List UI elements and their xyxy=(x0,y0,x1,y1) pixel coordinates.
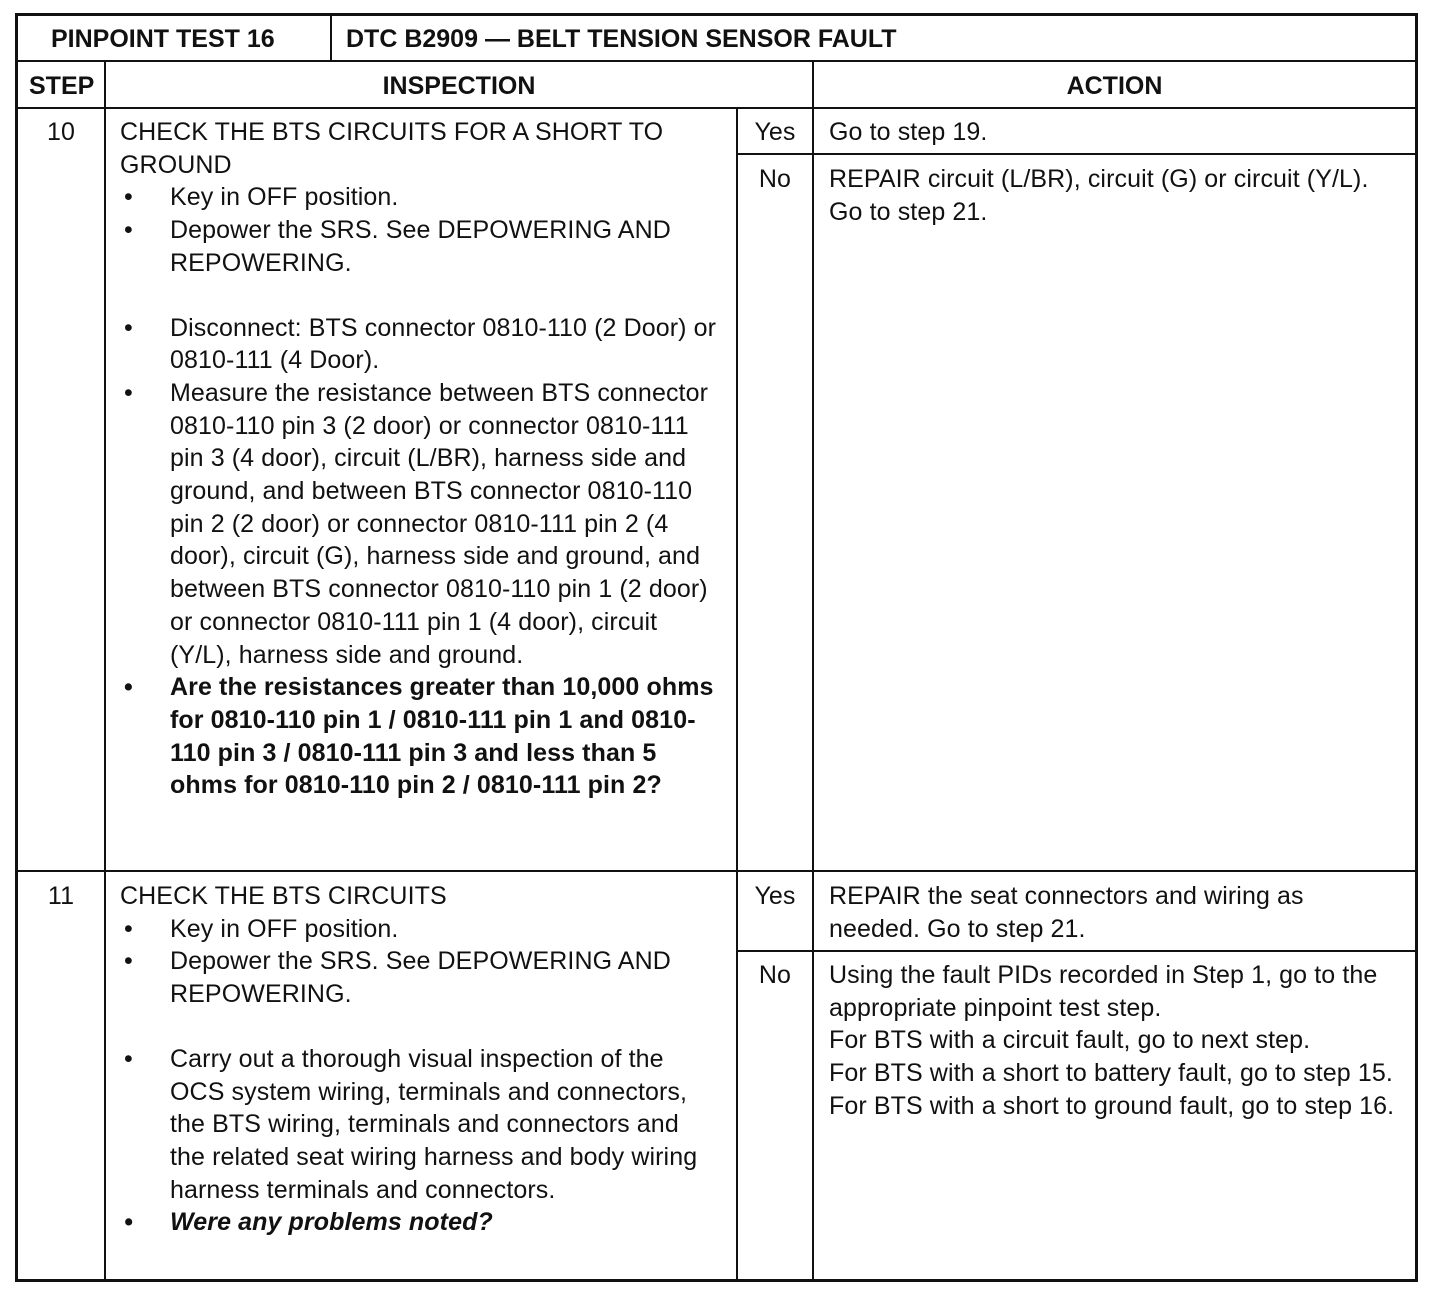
rule-below-title xyxy=(15,60,1418,62)
column-header-step: STEP xyxy=(29,72,95,100)
no-action: REPAIR circuit (L/BR), circuit (G) or circuit (Y/L). Go to step 21. xyxy=(829,165,1369,226)
no-action-line: For BTS with a short to ground fault, go to step 16. xyxy=(829,1091,1395,1120)
bullet-icon: • xyxy=(124,313,133,342)
rule-step-column xyxy=(104,60,106,1280)
column-header-inspection: INSPECTION xyxy=(382,72,536,100)
bullet-icon: • xyxy=(124,673,133,702)
inspection-list xyxy=(120,181,720,802)
rule-yes-no-column xyxy=(736,108,738,1280)
list-item-question: • Are the resistances greater than 10,000 ohms for 0810-110 pin 1 / 0810-111 pin 1 and 0810-110 pin 3 / 0810-111 pin 3 and less than 5 ohms for 0810-110 pin 2 / 0810-111 pin 2? xyxy=(124,673,714,800)
inspection-step-10 xyxy=(120,116,720,802)
list-item: • Key in OFF position. xyxy=(120,181,720,214)
list-item: • Measure the resistance between BTS connector 0810-110 pin 3 (2 door) or connector 0810-111 pin 3 (4 door), circuit (L/BR), harness side and ground, and between BTS connector 0810-110 pin 2 (2 door) or connector 0810-111 pin 2 (4 door), circuit (G), harness side and ground, and between BTS connector 0810-110 pin 1 (2 door) or connector 0810-111 pin 1 (4 door), circuit (Y/L), harness side and ground. xyxy=(124,378,709,669)
pinpoint-test-table xyxy=(15,13,1418,1282)
bullet-icon: • xyxy=(124,947,133,976)
table-border-left xyxy=(15,13,18,1282)
list-item-question: • Were any problems noted? xyxy=(120,1206,720,1239)
list-item: • Depower the SRS. See DEPOWERING AND REPOWERING. xyxy=(124,947,671,1009)
step-number: 10 xyxy=(46,118,75,146)
bullet-icon: • xyxy=(124,914,133,943)
no-action xyxy=(829,959,1404,1123)
no-label: No xyxy=(758,165,792,193)
yes-label: Yes xyxy=(754,118,796,146)
rule-step11-yes-no xyxy=(736,950,1418,952)
no-action-line: For BTS with a circuit fault, go to next step. xyxy=(829,1026,1311,1055)
rule-step10-yes-no xyxy=(736,153,1418,155)
no-action-line: Using the fault PIDs recorded in Step 1, go to the appropriate pinpoint test step. xyxy=(829,961,1378,1022)
list-item: • Carry out a thorough visual inspection of the OCS system wiring, terminals and connectors, the BTS wiring, terminals and connectors and the related seat wiring harness and body wiring harness terminals and connectors. xyxy=(124,1044,698,1204)
test-title: PINPOINT TEST 16 xyxy=(51,25,275,53)
column-header-action: ACTION xyxy=(1066,72,1163,100)
step-number: 11 xyxy=(47,882,75,910)
table-border-right xyxy=(1415,13,1418,1282)
bullet-icon: • xyxy=(124,378,133,407)
list-item: • Disconnect: BTS connector 0810-110 (2 Door) or 0810-111 (4 Door). xyxy=(124,313,717,375)
rule-title-divider xyxy=(330,13,332,61)
table-border-bottom xyxy=(15,1279,1418,1282)
yes-label: Yes xyxy=(754,882,796,910)
inspection-list xyxy=(120,913,720,1239)
inspection-title: CHECK THE BTS CIRCUITS FOR A SHORT TO GROUND xyxy=(120,118,664,179)
rule-action-column xyxy=(812,60,814,1280)
bullet-icon: • xyxy=(124,1208,133,1237)
yes-action: Go to step 19. xyxy=(829,118,988,146)
inspection-step-11 xyxy=(120,880,720,1239)
list-item: • Depower the SRS. See DEPOWERING AND REPOWERING. xyxy=(124,216,671,277)
table-border-top xyxy=(15,13,1418,16)
bullet-icon: • xyxy=(124,216,133,245)
no-label: No xyxy=(758,961,792,989)
dtc-title: DTC B2909 — BELT TENSION SENSOR FAULT xyxy=(346,25,897,53)
bullet-icon: • xyxy=(124,1044,133,1073)
inspection-title: CHECK THE BTS CIRCUITS xyxy=(120,882,447,910)
rule-below-column-headers xyxy=(15,107,1418,109)
yes-action: REPAIR the seat connectors and wiring as needed. Go to step 21. xyxy=(829,882,1304,943)
bullet-icon: • xyxy=(124,183,133,212)
rule-between-steps xyxy=(15,870,1418,872)
list-item: • Key in OFF position. xyxy=(120,913,720,946)
no-action-line: For BTS with a short to battery fault, go to step 15. xyxy=(829,1059,1393,1088)
